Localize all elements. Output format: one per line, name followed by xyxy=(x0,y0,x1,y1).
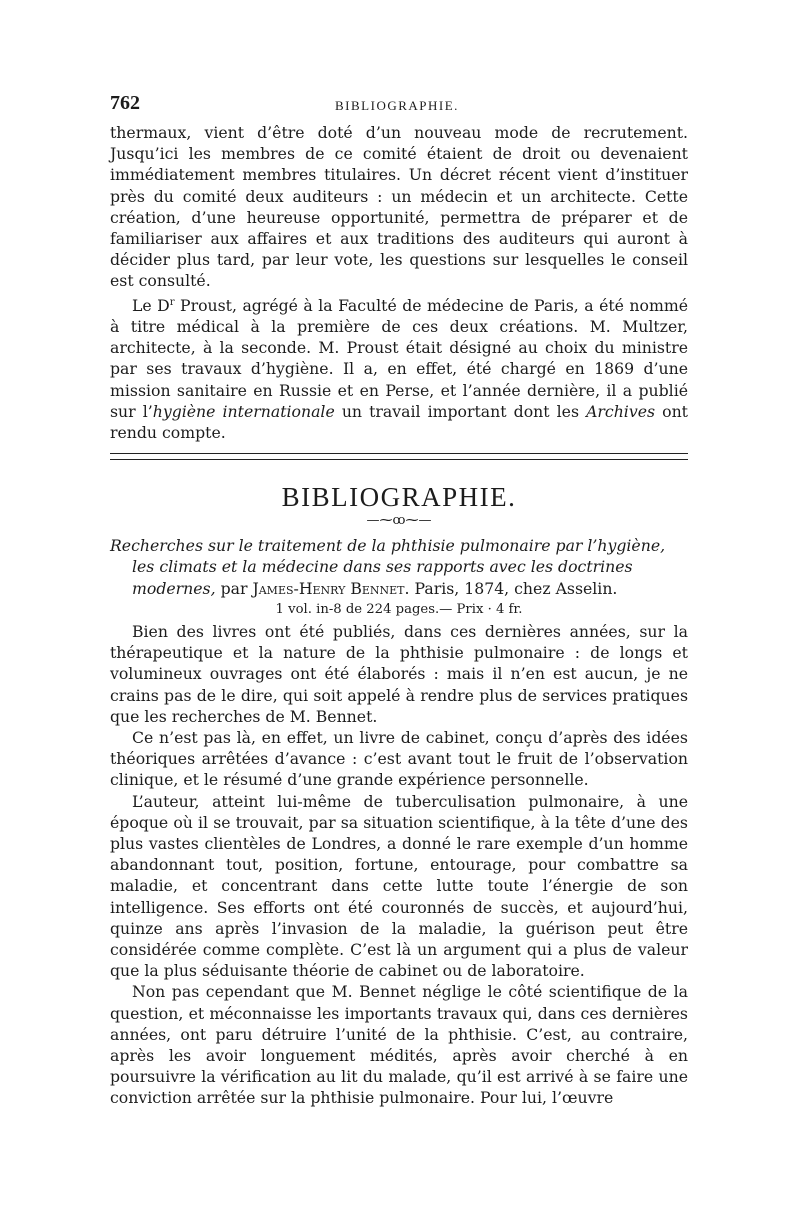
page-number: 762 xyxy=(110,92,140,114)
book-info: 1 vol. in-8 de 224 pages.— Prix · 4 fr. xyxy=(275,601,523,617)
review-paragraph-2: Ce n’est pas là, en effet, un livre de cabinet, conçu d’après des idées théoriques arrêtées d’avance : c’est avant tout le fruit de l’observation clinique, et le résumé d’une grande expérience personnelle. xyxy=(110,727,688,790)
review-paragraph-3: L’auteur, atteint lui-même de tuberculisation pulmonaire, à une époque où il se trouvait, par sa situation scientifique, à la tête d’une des plus vastes clientèles de Londres, a donné le rare exemple d’un homme abandonnant tout, position, fortune, entourage, pour combattre sa maladie, et concentrant dans cette lutte toute l’énergie de son intelligence. Ses efforts ont été couronnés de succès, et aujourd’hui, quinze ans après l’invasion de la maladie, la guérison peut être considérée comme complète. C’est là un argument qui a plus de valeur que la plus séduisante théorie de cabinet ou de laboratoire. xyxy=(110,791,688,981)
news-paragraph-1: thermaux, vient d’être doté d’un nouveau mode de recrutement. Jusqu’ici les membres de ce comité étaient de droit ou devenaient immédiatement membres titulaires. Un décret récent vient d’instituer près du comité deux auditeurs : un médecin et un architecte. Cette création, d’une heureuse opportunité, permettra de préparer et de familiariser aux affaires et aux traditions des auditeurs qui auront à décider plus tard, par leur vote, les questions sur lesquelles le conseil est consulté. xyxy=(110,123,688,291)
entry-by: par xyxy=(215,578,253,598)
news-p2-sup: r xyxy=(169,296,175,308)
review-paragraph-4: Non pas cependant que M. Bennet néglige le côté scientifique de la question, et méconnaisse les importants travaux qui, dans ces dernières années, ont paru détruire l’unité de la phthisie. C’est, au contraire, après les avoir longuement médités, après avoir cherché à en poursuivre la vérification au lit du malade, qu’il est arrivé à se faire une conviction arrêtée sur la phthisie pulmonaire. Pour lui, l’œuvre xyxy=(110,982,688,1108)
news-p2-text-a: Proust, agrégé à la Faculté de médecine de Paris, a été nommé à titre médical à la première de ces deux créations. M. Multzer, architecte, à la seconde. M. Proust était désigné au choix du ministre par ses travaux d’hygiène. Il a, en effet, été chargé en 1869 d’une mission sanitaire en Russie et en Perse, et l’année dernière, il a publié sur l’ xyxy=(110,295,688,421)
book-author: James-Henry Bennet xyxy=(252,578,405,598)
running-title: BIBLIOGRAPHIE. xyxy=(335,98,459,113)
news-paragraph-2 xyxy=(110,292,688,444)
section-title: BIBLIOGRAPHIE. xyxy=(281,482,517,513)
news-p2-text-c: ont rendu compte. xyxy=(110,401,688,443)
book-page xyxy=(110,92,688,1109)
news-p2-italic-2: Archives xyxy=(586,401,656,421)
news-p2-italic-1: hygiène internationale xyxy=(152,401,335,421)
news-p2-text-b: un travail important dont les xyxy=(334,401,587,421)
review-body xyxy=(110,621,688,1109)
review-paragraph-1: Bien des livres ont été publiés, dans ces dernières années, sur la thérapeutique et la nature de la phthisie pulmonaire : de longs et volumineux ouvrages ont été élaborés : mais il n’en est aucun, je ne crains pas de le dire, qui soit appelé à rendre plus de services pratiques que les recherches de M. Bennet. xyxy=(110,621,688,726)
bibliography-entry xyxy=(110,535,688,599)
ornament: —⁓ꝏ⁓— xyxy=(366,513,432,529)
book-publication: . Paris, 1874, chez Asselin. xyxy=(404,578,618,598)
running-head xyxy=(110,92,688,122)
news-p2-intro: Le D xyxy=(132,295,170,315)
book-title: Recherches sur le traitement de la phthisie pulmonaire par l’hygiène, les climats et la médecine dans ses rapports avec les doctrines modernes, xyxy=(110,536,666,598)
news-section xyxy=(110,122,688,443)
section-divider xyxy=(110,453,688,460)
